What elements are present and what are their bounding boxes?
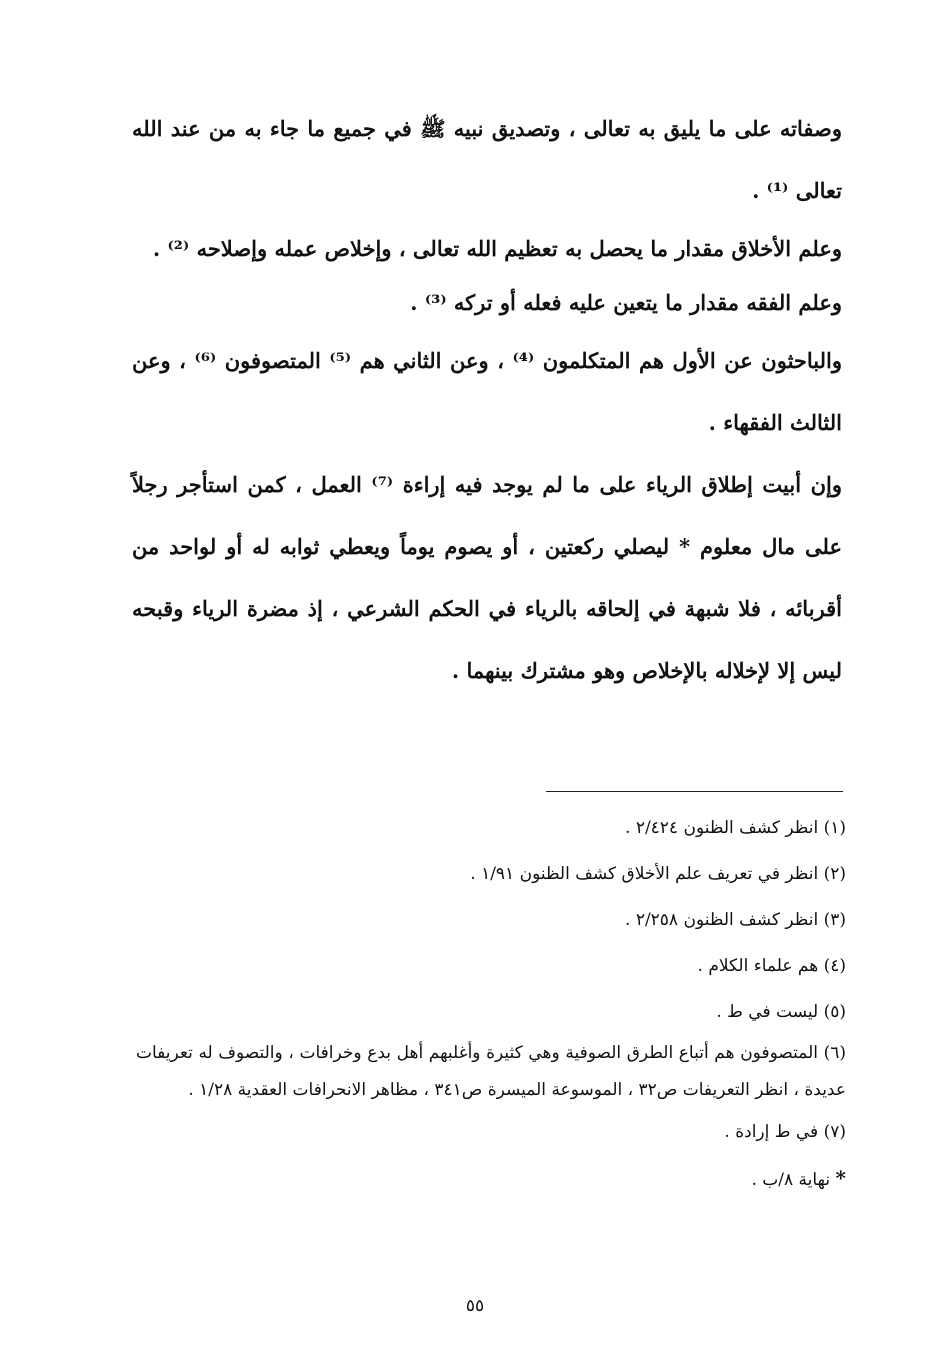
footnote-separator — [546, 791, 843, 792]
footnote-2: (٢) انظر في تعريف علم الأخلاق كشف الظنون ١/٩١ . — [470, 864, 846, 884]
paragraph-1: وصفاته على ما يليق به تعالى ، وتصديق نبيه ﷺ في جميع ما جاء به من عند الله تعالى ⁽¹⁾ . — [132, 116, 842, 203]
footnote-6: (٦) المتصوفون هم أتباع الطرق الصوفية وهي كثيرة وأغلبهم أهل بدع وخرافات ، والتصوف له تعريفات عديدة ، انظر التعريفات ص٣٢ ، الموسوعة الميسرة ص٣٤١ ، مظاهر الانحرافات العقدية ١/٢٨ . — [136, 1043, 846, 1100]
page-number: ٥٥ — [465, 1296, 485, 1316]
paragraph-2: وعلم الأخلاق مقدار ما يحصل به تعظيم الله تعالى ، وإخلاص عمله وإصلاحه ⁽²⁾ . — [152, 236, 842, 261]
footnote-3: (٣) انظر كشف الظنون ٢/٢٥٨ . — [625, 910, 846, 930]
paragraph-3: وعلم الفقه مقدار ما يتعين عليه فعله أو تركه ⁽³⁾ . — [410, 290, 842, 315]
paragraph-5: وإن أبيت إطلاق الرياء على ما لم يوجد فيه إراءة ⁽⁷⁾ العمل ، كمن استأجر رجلاً على مال معلوم * ليصلي ركعتين ، أو يصوم يوماً ويعطي ثوابه له أو لواحد من أقربائه ، فلا شبهة في إلحاقه بالرياء في الحكم الشرعي ، إذ مضرة الرياء وقبحه ليس إلا لإخلاله بالإخلاص وهو مشترك بينهما . — [132, 472, 842, 683]
asterisk-marker: * — [835, 1166, 846, 1190]
marginal-note — [136, 1155, 846, 1203]
main-text — [132, 98, 842, 702]
footnotes — [136, 805, 846, 1203]
footnote-4: (٤) هم علماء الكلام . — [697, 956, 846, 976]
paragraph-4: والباحثون عن الأول هم المتكلمون ⁽⁴⁾ ، وعن الثاني هم ⁽⁵⁾ المتصوفون ⁽⁶⁾ ، وعن الثالث الفقهاء . — [132, 348, 843, 435]
footnote-5: (٥) ليست في ط . — [716, 1002, 846, 1022]
marginal-note-text: نهاية ٨/ب . — [751, 1170, 831, 1190]
footnote-1: (١) انظر كشف الظنون ٢/٤٢٤ . — [625, 818, 846, 838]
footnote-7: (٧) في ط إرادة . — [724, 1122, 846, 1142]
